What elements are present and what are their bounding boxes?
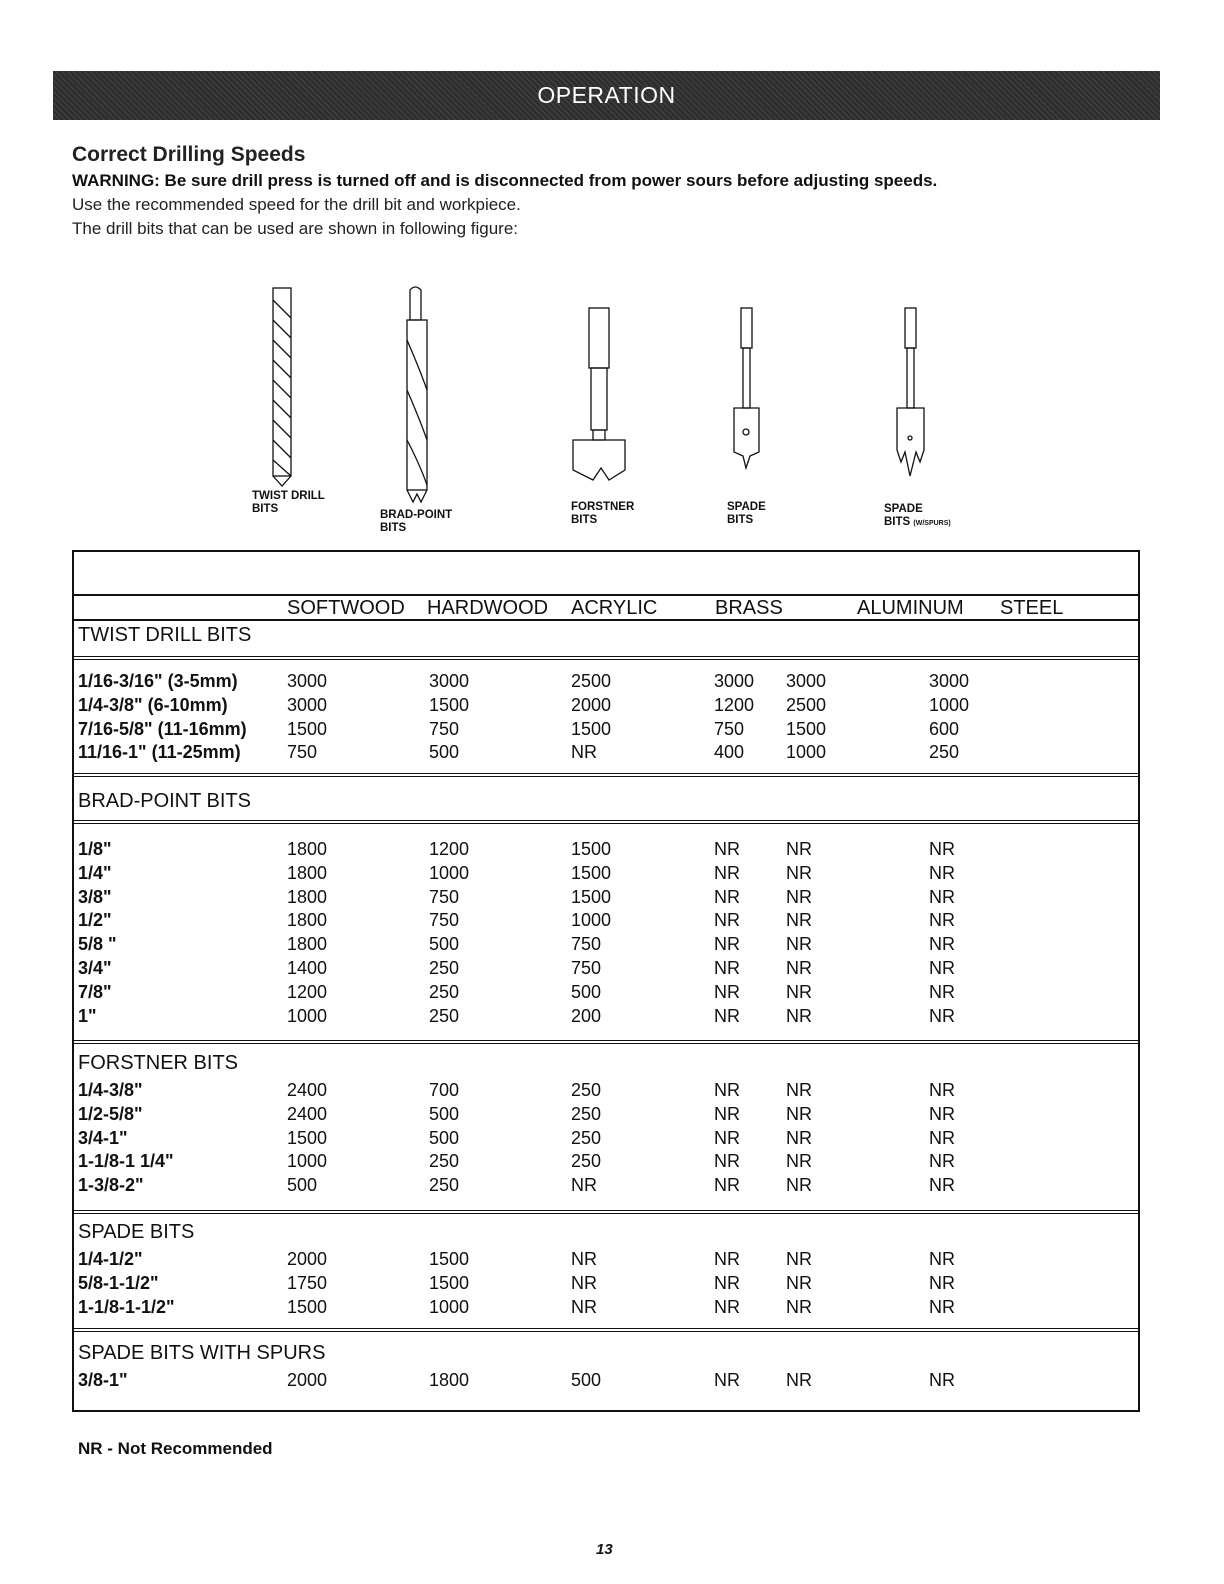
speed-cell: 750 xyxy=(571,958,602,978)
speed-cell: 1750 xyxy=(287,1272,328,1293)
speed-cell: NR xyxy=(786,1370,812,1390)
speed-cell: 250 xyxy=(571,1103,602,1124)
speed-cell: 1500 xyxy=(571,886,612,907)
speed-cell: 1500 xyxy=(287,718,328,739)
speed-cell: 1200 xyxy=(287,981,328,1002)
speed-cell: 2000 xyxy=(287,1370,328,1390)
table-row xyxy=(74,932,1138,956)
speed-cell: NR xyxy=(786,1272,812,1293)
spade-bit-illustration xyxy=(734,308,759,468)
table-row xyxy=(74,1149,1138,1173)
speed-cell: NR xyxy=(571,1296,597,1317)
speed-cell: 3000 xyxy=(786,671,827,691)
row-size-label: 1/4-3/8" (6-10mm) xyxy=(78,694,228,715)
speed-cell: NR xyxy=(929,1080,955,1100)
speed-cell: NR xyxy=(786,981,812,1002)
table-row xyxy=(74,956,1138,980)
speed-cell: 1500 xyxy=(571,839,612,859)
col-steel: STEEL xyxy=(1000,597,1064,619)
speed-cell: 2000 xyxy=(571,694,612,715)
speed-cell: 750 xyxy=(429,910,460,931)
row-size-label: 1/2-5/8" xyxy=(78,1103,143,1124)
speed-cell: 1200 xyxy=(429,839,470,859)
table-row xyxy=(74,1173,1138,1197)
speed-cell: 1800 xyxy=(429,1370,470,1390)
twist-drill-label: TWIST DRILL BITS xyxy=(252,490,325,515)
speed-cell: NR xyxy=(786,1249,812,1269)
speed-cell: 2400 xyxy=(287,1080,328,1100)
page-title: Correct Drilling Speeds xyxy=(72,143,306,166)
speed-cell: NR xyxy=(571,1272,597,1293)
table-row xyxy=(74,693,1138,717)
section-brad-point: BRAD-POINT BITS xyxy=(78,790,251,812)
table-row xyxy=(74,669,1138,693)
table-row xyxy=(74,1295,1138,1319)
twist-drill-bit-illustration xyxy=(273,288,291,486)
speed-cell: NR xyxy=(714,1370,740,1390)
spade-spur-bit-illustration xyxy=(897,308,924,476)
col-acrylic: ACRYLIC xyxy=(571,597,658,619)
speed-cell: NR xyxy=(714,1103,740,1124)
speed-cell: 750 xyxy=(287,742,318,763)
speed-cell: NR xyxy=(929,1249,955,1269)
row-size-label: 3/8" xyxy=(78,886,112,907)
table-row xyxy=(74,1102,1138,1126)
section-spade-spurs: SPADE BITS WITH SPURS xyxy=(78,1342,326,1364)
brad-point-bit-illustration xyxy=(407,287,427,502)
speed-cell: 500 xyxy=(429,1127,460,1148)
speed-cell: 750 xyxy=(429,718,460,739)
row-size-label: 1-1/8-1-1/2" xyxy=(78,1296,175,1317)
speed-cell: NR xyxy=(786,1103,812,1124)
speed-cell: 1500 xyxy=(786,718,827,739)
speed-cell: 1500 xyxy=(571,718,612,739)
speed-cell: 1800 xyxy=(287,886,328,907)
speed-cell: 3000 xyxy=(714,671,755,691)
section-forstner: FORSTNER BITS xyxy=(78,1052,239,1074)
speed-cell: 2500 xyxy=(571,671,612,691)
table-row xyxy=(74,980,1138,1004)
speed-cell: 200 xyxy=(571,1005,602,1026)
speed-cell: NR xyxy=(786,886,812,907)
speed-cell: 1000 xyxy=(429,1296,470,1317)
speed-cell: 750 xyxy=(714,718,745,739)
speed-cell: 1800 xyxy=(287,910,328,931)
speed-cell: 2000 xyxy=(287,1249,328,1269)
speed-cell: 1200 xyxy=(714,694,755,715)
row-size-label: 5/8-1-1/2" xyxy=(78,1272,159,1293)
speed-cell: 750 xyxy=(429,886,460,907)
row-size-label: 7/16-5/8" (11-16mm) xyxy=(78,718,247,739)
speed-cell: NR xyxy=(714,1249,740,1269)
speed-cell: 250 xyxy=(429,1175,460,1196)
speed-cell: NR xyxy=(786,958,812,978)
speed-cell: 2500 xyxy=(786,694,827,715)
speed-cell: NR xyxy=(714,1296,740,1317)
speed-cell: NR xyxy=(929,1005,955,1026)
table-row xyxy=(74,885,1138,909)
speed-cell: 1000 xyxy=(929,694,970,715)
speed-cell: 500 xyxy=(571,1370,602,1390)
table-row xyxy=(74,837,1138,861)
table-row xyxy=(74,908,1138,932)
row-size-label: 1/4-3/8" xyxy=(78,1080,143,1100)
speed-cell: NR xyxy=(929,1175,955,1196)
speed-cell: NR xyxy=(714,1175,740,1196)
speed-cell: NR xyxy=(929,910,955,931)
speed-cell: 250 xyxy=(929,742,960,763)
speed-cell: 600 xyxy=(929,718,960,739)
speed-cell: 500 xyxy=(429,934,460,955)
row-size-label: 5/8 " xyxy=(78,934,117,955)
speed-cell: 1500 xyxy=(287,1296,328,1317)
speed-cell: NR xyxy=(714,1151,740,1172)
row-size-label: 1/16-3/16" (3-5mm) xyxy=(78,671,238,691)
col-hardwood: HARDWOOD xyxy=(427,597,549,619)
spade-spurs-label: SPADE BITS (W/SPURS) xyxy=(884,503,951,528)
section-spade: SPADE BITS xyxy=(78,1221,195,1243)
row-size-label: 11/16-1" (11-25mm) xyxy=(78,742,241,763)
row-size-label: 1-3/8-2" xyxy=(78,1175,144,1196)
speed-cell: 1500 xyxy=(287,1127,328,1148)
speed-cell: NR xyxy=(714,886,740,907)
speed-cell: NR xyxy=(714,981,740,1002)
row-size-label: 3/8-1" xyxy=(78,1370,128,1390)
speed-cell: NR xyxy=(929,862,955,883)
speed-cell: NR xyxy=(714,1272,740,1293)
speed-cell: 3000 xyxy=(287,694,328,715)
speed-cell: NR xyxy=(714,1005,740,1026)
speed-cell: NR xyxy=(929,1103,955,1124)
speed-cell: NR xyxy=(571,1249,597,1269)
speed-cell: 250 xyxy=(571,1151,602,1172)
speed-cell: NR xyxy=(929,1296,955,1317)
table-row xyxy=(74,1247,1138,1271)
speed-cell: NR xyxy=(786,839,812,859)
intro-line-2: The drill bits that can be used are shown in following figure: xyxy=(72,219,519,238)
speed-cell: 3000 xyxy=(929,671,970,691)
speed-cell: 1800 xyxy=(287,862,328,883)
row-size-label: 1/8" xyxy=(78,839,112,859)
speed-cell: 250 xyxy=(429,981,460,1002)
speed-cell: NR xyxy=(786,1175,812,1196)
row-size-label: 1/4" xyxy=(78,862,112,883)
drill-bits-figure xyxy=(0,280,1224,545)
speed-cell: NR xyxy=(929,886,955,907)
row-size-label: 7/8" xyxy=(78,981,112,1002)
speed-cell: NR xyxy=(786,910,812,931)
speed-cell: NR xyxy=(929,1127,955,1148)
brad-point-label: BRAD-POINT BITS xyxy=(380,509,453,534)
table-row xyxy=(74,1271,1138,1295)
speed-cell: NR xyxy=(786,1296,812,1317)
footnote: NR - Not Recommended xyxy=(78,1439,273,1458)
table-row xyxy=(74,861,1138,885)
speed-cell: NR xyxy=(786,1080,812,1100)
row-size-label: 3/4-1" xyxy=(78,1127,128,1148)
speed-cell: NR xyxy=(929,1151,955,1172)
speed-cell: NR xyxy=(929,958,955,978)
speed-cell: 250 xyxy=(571,1080,602,1100)
speed-cell: 1800 xyxy=(287,934,328,955)
page-number: 13 xyxy=(596,1541,613,1558)
section-banner: OPERATION xyxy=(53,71,1160,120)
table-row xyxy=(74,1078,1138,1102)
speed-cell: NR xyxy=(929,981,955,1002)
speed-cell: 1500 xyxy=(429,1249,470,1269)
speed-cell: 2400 xyxy=(287,1103,328,1124)
col-aluminum: ALUMINUM xyxy=(857,597,964,619)
speed-cell: 500 xyxy=(571,981,602,1002)
table-row xyxy=(74,740,1138,764)
speed-cell: NR xyxy=(714,958,740,978)
speed-cell: 1500 xyxy=(571,862,612,883)
speed-cell: 3000 xyxy=(287,671,328,691)
speed-cell: 1400 xyxy=(287,958,328,978)
speed-cell: 400 xyxy=(714,742,745,763)
speed-cell: NR xyxy=(571,1175,597,1196)
intro-line-1: Use the recommended speed for the drill bit and workpiece. xyxy=(72,195,521,214)
speed-cell: NR xyxy=(714,910,740,931)
speed-cell: 500 xyxy=(287,1175,318,1196)
speed-cell: NR xyxy=(786,1005,812,1026)
speed-cell: 1500 xyxy=(429,1272,470,1293)
speed-cell: NR xyxy=(714,1127,740,1148)
speed-cell: NR xyxy=(929,1272,955,1293)
speed-cell: NR xyxy=(571,742,597,763)
speed-cell: NR xyxy=(929,839,955,859)
speed-cell: NR xyxy=(786,934,812,955)
speed-cell: NR xyxy=(929,1370,955,1390)
speed-cell: 250 xyxy=(429,958,460,978)
speed-cell: NR xyxy=(929,934,955,955)
speed-cell: 250 xyxy=(429,1151,460,1172)
forstner-bit-illustration xyxy=(573,308,625,480)
row-size-label: 3/4" xyxy=(78,958,112,978)
speed-cell: NR xyxy=(714,1080,740,1100)
speed-cell: 500 xyxy=(429,742,460,763)
speed-cell: 1000 xyxy=(287,1005,328,1026)
speed-cell: 250 xyxy=(429,1005,460,1026)
speed-cell: 1000 xyxy=(786,742,827,763)
speed-cell: NR xyxy=(714,839,740,859)
speed-cell: 500 xyxy=(429,1103,460,1124)
row-size-label: 1/2" xyxy=(78,910,112,931)
speed-cell: 1000 xyxy=(571,910,612,931)
speed-cell: NR xyxy=(786,1151,812,1172)
table-row xyxy=(74,1126,1138,1150)
speed-cell: 1500 xyxy=(429,694,470,715)
speed-cell: 1000 xyxy=(429,862,470,883)
spade-label: SPADE BITS xyxy=(727,501,766,526)
table-row xyxy=(74,1004,1138,1028)
speed-cell: 250 xyxy=(571,1127,602,1148)
warning-text: WARNING: Be sure drill press is turned off and is disconnected from power sours before adjusting speeds. xyxy=(72,171,938,190)
speed-cell: 3000 xyxy=(429,671,470,691)
speed-cell: 1000 xyxy=(287,1151,328,1172)
speed-cell: NR xyxy=(714,934,740,955)
speed-cell: NR xyxy=(786,1127,812,1148)
row-size-label: 1/4-1/2" xyxy=(78,1249,143,1269)
row-size-label: 1" xyxy=(78,1005,97,1026)
speed-cell: NR xyxy=(786,862,812,883)
col-softwood: SOFTWOOD xyxy=(287,597,405,619)
forstner-label: FORSTNER BITS xyxy=(571,501,635,526)
table-row xyxy=(74,717,1138,741)
row-size-label: 1-1/8-1 1/4" xyxy=(78,1151,174,1172)
speed-cell: 1800 xyxy=(287,839,328,859)
speed-cell: 700 xyxy=(429,1080,460,1100)
section-twist-drill: TWIST DRILL BITS xyxy=(78,624,252,646)
speed-cell: 750 xyxy=(571,934,602,955)
table-row xyxy=(74,1368,1138,1392)
col-brass: BRASS xyxy=(715,597,783,619)
speed-cell: NR xyxy=(714,862,740,883)
drilling-speed-table xyxy=(72,550,1140,1412)
